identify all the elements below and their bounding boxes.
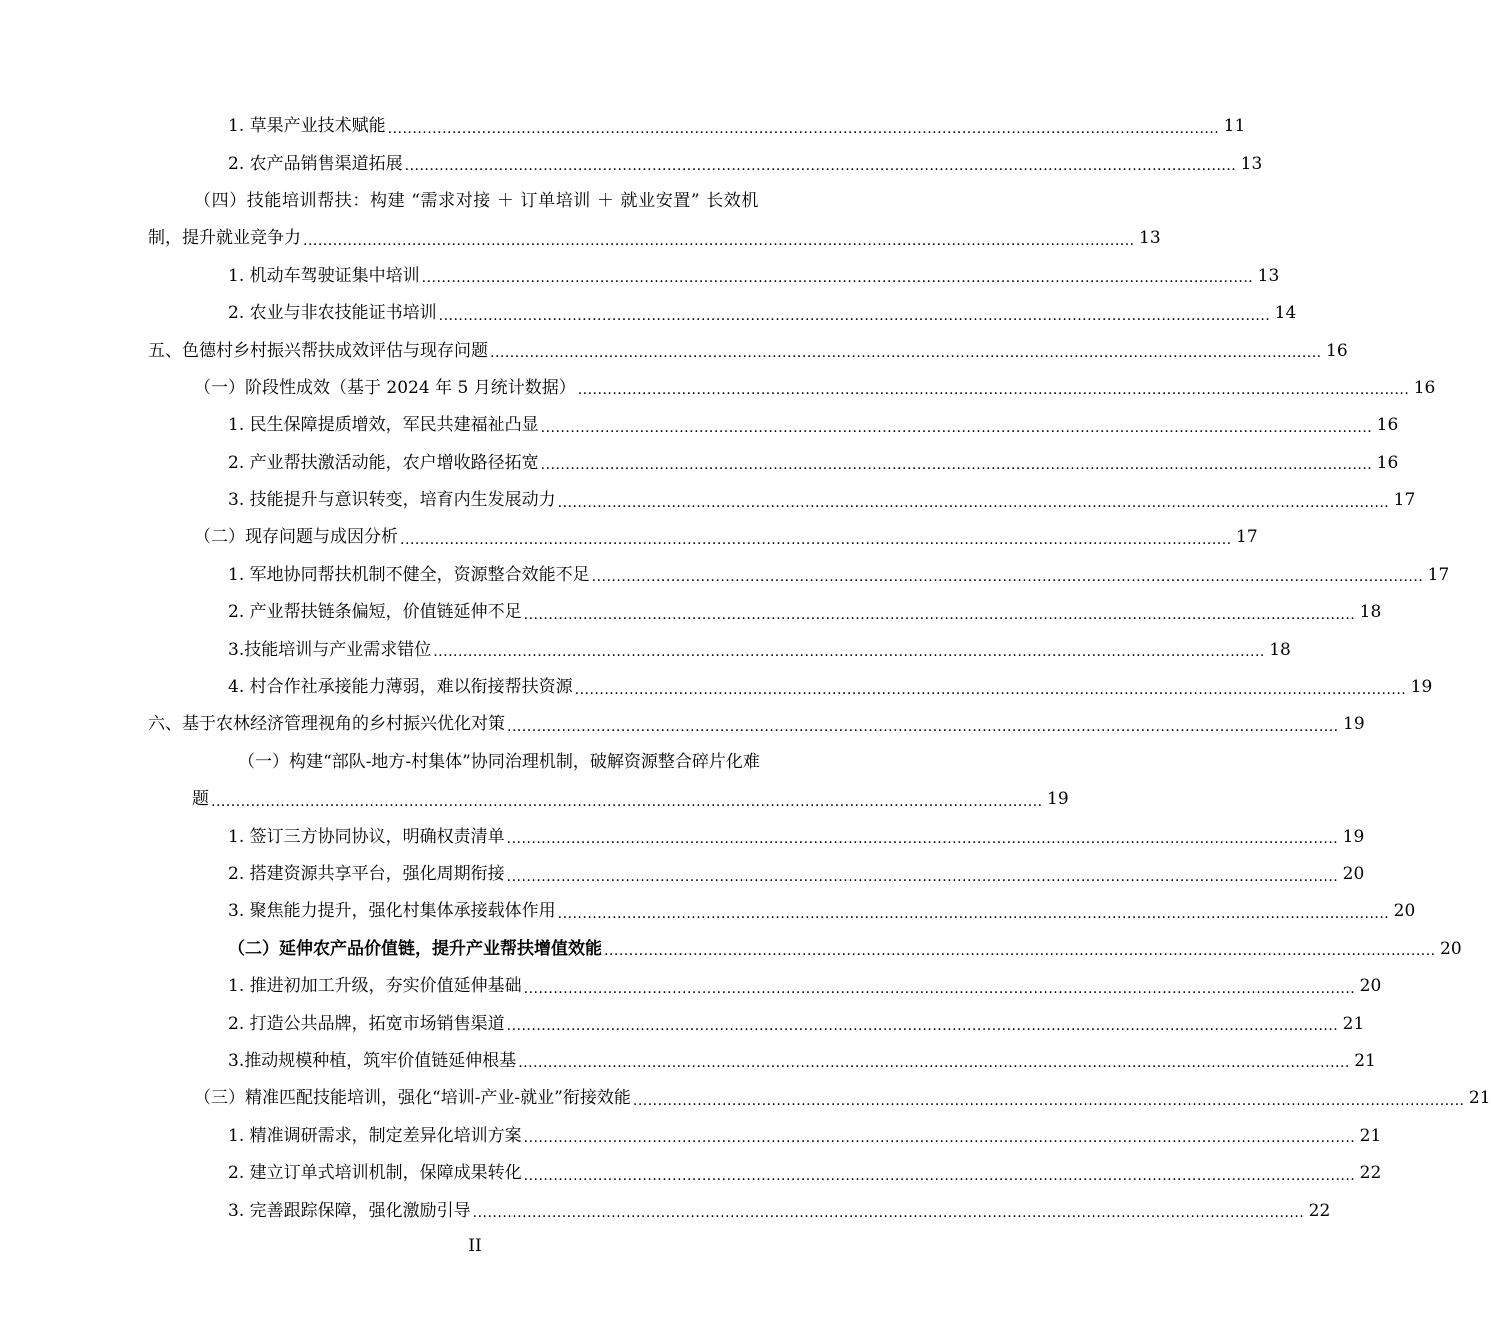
- toc-entry[interactable]: [0, 258, 1280, 295]
- toc-page-number: 17: [1393, 490, 1416, 511]
- toc-entry[interactable]: [0, 370, 1436, 407]
- toc-entry-title: 1. 推进初加工升级，夯实价值延伸基础: [228, 976, 522, 997]
- toc-page-number: 21: [1359, 1125, 1382, 1146]
- toc-leader-dots: ........................................................................................................................................................................: [518, 1055, 1350, 1072]
- toc-leader-dots: ........................................................................................................................................................................: [574, 681, 1407, 698]
- toc-page-number: 18: [1359, 602, 1382, 623]
- toc-entry-title: （三）精准匹配技能培训，强化“培训-产业-就业”衔接效能: [194, 1088, 631, 1109]
- toc-entry[interactable]: [0, 669, 1433, 706]
- toc-entry[interactable]: [0, 145, 1263, 182]
- toc-leader-dots: ........................................................................................................................................................................: [557, 905, 1390, 922]
- toc-entry-title: 2. 搭建资源共享平台，强化周期衔接: [228, 864, 505, 884]
- toc-leader-dots: ........................................................................................................................................................................: [540, 419, 1373, 436]
- toc-entry[interactable]: [0, 220, 1161, 257]
- toc-entry-number: 六、: [148, 714, 182, 735]
- toc-page-number: 13: [1139, 228, 1161, 249]
- toc-leader-dots: ........................................................................................................................................................................: [523, 1130, 1356, 1147]
- toc-entry-title: 3.技能培训与产业需求错位: [228, 639, 432, 660]
- toc-leader-dots: ........................................................................................................................................................................: [557, 494, 1390, 511]
- toc-page-number: 19: [1342, 826, 1365, 847]
- toc-page-number: 16: [1413, 377, 1436, 398]
- toc-entry-title: 五、色德村乡村振兴帮扶成效评估与现存问题: [148, 340, 488, 361]
- toc-page-number: 19: [1047, 789, 1069, 810]
- toc-page-number: 19: [1410, 677, 1433, 698]
- toc-page-number: 17: [1236, 527, 1258, 548]
- toc-leader-dots: ........................................................................................................................................................................: [506, 831, 1339, 848]
- toc-leader-dots: ........................................................................................................................................................................: [490, 345, 1322, 362]
- table-of-contents: [0, 108, 1491, 1230]
- toc-page-number: 21: [1468, 1088, 1491, 1109]
- toc-leader-dots: ........................................................................................................................................................................: [507, 718, 1339, 735]
- toc-entry[interactable]: [0, 1005, 1365, 1042]
- toc-entry[interactable]: [0, 445, 1399, 482]
- toc-page-number: 14: [1274, 303, 1297, 324]
- toc-entry[interactable]: [0, 1118, 1382, 1155]
- toc-entry[interactable]: [0, 519, 1258, 556]
- toc-page-number: 16: [1326, 340, 1348, 361]
- toc-entry[interactable]: [0, 818, 1365, 855]
- toc-entry-title: 1. 草果产业技术赋能: [228, 116, 386, 137]
- toc-entry-wrapped-line[interactable]: [0, 183, 950, 220]
- toc-entry[interactable]: [0, 108, 1246, 145]
- toc-leader-dots: ........................................................................................................................................................................: [421, 270, 1254, 287]
- toc-page-number: 20: [1359, 976, 1382, 997]
- toc-entry[interactable]: [0, 594, 1382, 631]
- toc-entry-title: 3. 完善跟踪保障，强化激励引导: [228, 1200, 471, 1221]
- toc-entry-title: 1. 军地协同帮扶机制不健全，资源整合效能不足: [228, 564, 590, 585]
- toc-entry[interactable]: [0, 931, 1462, 968]
- toc-entry-title: 2. 农业与非农技能证书培训: [228, 303, 437, 324]
- toc-entry-title: （二）现存问题与成因分析: [194, 527, 398, 548]
- toc-leader-dots: ........................................................................................................................................................................: [591, 569, 1424, 586]
- toc-entry[interactable]: [0, 1043, 1376, 1080]
- toc-entry[interactable]: [0, 407, 1399, 444]
- toc-leader-dots: ........................................................................................................................................................................: [303, 232, 1135, 249]
- toc-page-number: 11: [1223, 116, 1246, 137]
- toc-entry-title: 2. 建立订单式培训机制，保障成果转化: [228, 1163, 522, 1184]
- toc-entry[interactable]: [0, 1080, 1491, 1117]
- toc-leader-dots: ........................................................................................................................................................................: [506, 868, 1339, 885]
- toc-entry-title: 3. 技能提升与意识转变，培育内生发展动力: [228, 490, 556, 511]
- toc-entry-wrapped-line[interactable]: [0, 744, 950, 781]
- toc-entry[interactable]: [0, 631, 1291, 668]
- toc-leader-dots: ........................................................................................................................................................................: [604, 943, 1436, 960]
- toc-page-number: 13: [1240, 153, 1263, 174]
- toc-entry-title: 4. 村合作社承接能力薄弱，难以衔接帮扶资源: [228, 677, 573, 698]
- toc-entry-title: 题: [192, 789, 209, 810]
- toc-page-number: 20: [1342, 864, 1365, 884]
- toc-entry[interactable]: [0, 781, 1069, 818]
- toc-entry[interactable]: [0, 557, 1450, 594]
- toc-page-number: 21: [1354, 1050, 1376, 1071]
- toc-leader-dots: ........................................................................................................................................................................: [632, 1092, 1465, 1109]
- toc-page-number: 13: [1257, 265, 1280, 286]
- toc-entry-title: 制，提升就业竞争力: [148, 228, 301, 249]
- toc-entry[interactable]: [0, 295, 1297, 332]
- toc-entry[interactable]: [0, 1192, 1331, 1229]
- toc-entry[interactable]: [0, 706, 1365, 743]
- toc-entry-title: 1. 签订三方协同协议，明确权责清单: [228, 826, 505, 847]
- toc-page-number: 22: [1308, 1200, 1331, 1221]
- toc-leader-dots: ........................................................................................................................................................................: [400, 531, 1232, 548]
- toc-entry-title: 3. 聚焦能力提升，强化村集体承接载体作用: [228, 901, 556, 922]
- toc-entry-title: 2. 产业帮扶激活动能，农户增收路径拓宽: [228, 452, 539, 473]
- toc-entry-title: 1. 精准调研需求，制定差异化培训方案: [228, 1125, 522, 1146]
- toc-page-number: 22: [1359, 1163, 1382, 1184]
- toc-page-number: 21: [1342, 1013, 1365, 1034]
- toc-leader-dots: ........................................................................................................................................................................: [438, 307, 1271, 324]
- toc-entry[interactable]: [0, 332, 1348, 369]
- toc-entry-title: 基于农林经济管理视角的乡村振兴优化对策: [182, 714, 505, 735]
- toc-page-number: 20: [1393, 901, 1416, 922]
- toc-page-number: 20: [1440, 938, 1462, 959]
- toc-entry-title: 1. 民生保障提质增效，军民共建福祉凸显: [228, 415, 539, 436]
- toc-leader-dots: ........................................................................................................................................................................: [523, 1167, 1356, 1184]
- toc-leader-dots: ........................................................................................................................................................................: [433, 644, 1265, 661]
- toc-leader-dots: ........................................................................................................................................................................: [523, 980, 1356, 997]
- toc-entry-title: （一）构建“部队-地方-村集体”协同治理机制，破解资源整合碎片化难: [238, 751, 760, 772]
- toc-leader-dots: ........................................................................................................................................................................: [506, 1018, 1339, 1035]
- toc-page-number: 16: [1376, 452, 1399, 473]
- toc-entry-title: 2. 农产品销售渠道拓展: [228, 153, 403, 174]
- toc-entry-title: （一）阶段性成效（基于 2024 年 5 月统计数据）: [194, 377, 576, 398]
- toc-leader-dots: ........................................................................................................................................................................: [387, 120, 1220, 137]
- toc-entry-title: 2. 产业帮扶链条偏短，价值链延伸不足: [228, 602, 522, 623]
- toc-page-number: 16: [1376, 415, 1399, 436]
- toc-entry-title: 2. 打造公共品牌，拓宽市场销售渠道: [228, 1013, 505, 1034]
- toc-leader-dots: ........................................................................................................................................................................: [472, 1205, 1305, 1222]
- toc-entry-title: 1. 机动车驾驶证集中培训: [228, 265, 420, 286]
- toc-entry[interactable]: [0, 1155, 1382, 1192]
- toc-page-number: 19: [1343, 714, 1365, 735]
- toc-page-number: 17: [1427, 564, 1450, 585]
- toc-page-number: 18: [1269, 639, 1291, 660]
- toc-leader-dots: ........................................................................................................................................................................: [540, 457, 1373, 474]
- toc-entry[interactable]: [0, 856, 1365, 893]
- toc-entry[interactable]: [0, 482, 1416, 519]
- toc-leader-dots: ........................................................................................................................................................................: [523, 606, 1356, 623]
- toc-entry[interactable]: [0, 893, 1416, 930]
- toc-entry-title: （二）延伸农产品价值链，提升产业帮扶增值效能: [228, 938, 602, 959]
- toc-entry-title: 3.推动规模种植，筑牢价值链延伸根基: [228, 1050, 517, 1071]
- toc-leader-dots: ........................................................................................................................................................................: [577, 382, 1410, 399]
- toc-leader-dots: ........................................................................................................................................................................: [404, 158, 1237, 175]
- page-footer-number: II: [468, 1236, 482, 1256]
- toc-leader-dots: ........................................................................................................................................................................: [211, 793, 1043, 810]
- toc-entry[interactable]: [0, 968, 1382, 1005]
- toc-entry-title: （四）技能培训帮扶：构建 “需求对接 ＋ 订单培训 ＋ 就业安置” 长效机: [194, 190, 760, 211]
